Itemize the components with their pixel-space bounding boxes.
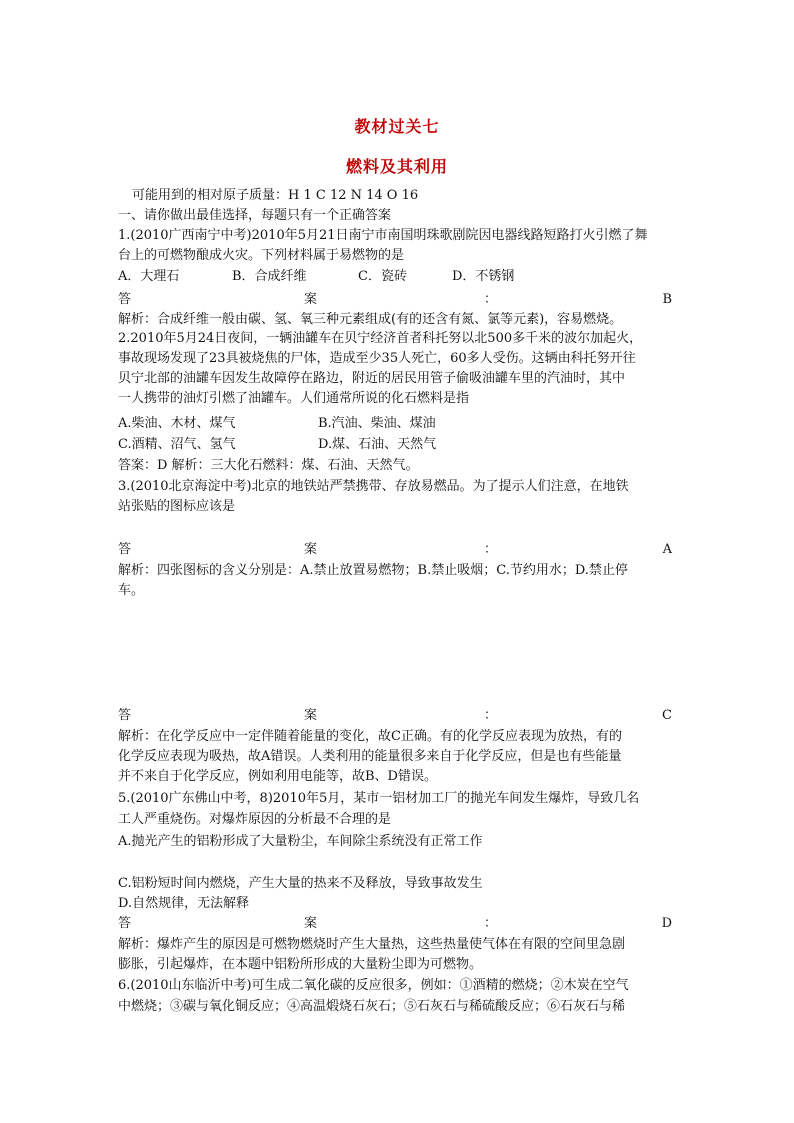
q3-stem-line1: 3.(2010北京海淀中考)北京的地铁站严禁携带、存放易燃品。为了提示人们注意，在地铁 (118, 479, 629, 494)
q1-analysis: 解析：合成纤维一般由碳、氢、氧三种元素组成(有的还含有氮、氯等元素)，容易燃烧。 (118, 312, 623, 327)
q1-option-c: C．瓷砖 (358, 269, 407, 284)
q4-answer-value: C (662, 708, 672, 723)
q5-option-d: D.自然规律，无法解释 (118, 896, 250, 911)
answer-label-colon: ： (484, 916, 498, 931)
q4-analysis-line1: 解析：在化学反应中一定伴随着能量的变化，故C正确。有的化学反应表现为放热，有的 (118, 729, 622, 744)
q6-stem-line2: 中燃烧；③碳与氧化铜反应；④高温煅烧石灰石；⑤石灰石与稀硫酸反应；⑥石灰石与稀 (118, 999, 626, 1014)
q2-option-c: C.酒精、沼气、氢气 (118, 437, 236, 452)
atomic-masses-note: 可能用到的相对原子质量：H 1 C 12 N 14 O 16 (132, 188, 419, 203)
q5-option-a: A.抛光产生的铝粉形成了大量粉尘，车间除尘系统没有正常工作 (118, 834, 483, 849)
answer-label-da: 答 (118, 292, 132, 307)
answer-label-an: 案 (304, 292, 318, 307)
q2-stem-line2: 事故现场发现了23具被烧焦的尸体，造成至少35人死亡，60多人受伤。这辆由科托努开往 (118, 351, 636, 366)
q2-stem-line3: 贝宁北部的油罐车因发生故障停在路边，附近的居民用管子偷吸油罐车里的汽油时，其中 (118, 371, 626, 386)
q5-option-c: C.铝粉短时间内燃烧，产生大量的热来不及释放，导致事故发生 (118, 876, 483, 891)
q1-option-b: B．合成纤维 (232, 269, 307, 284)
answer-label-da: 答 (118, 708, 132, 723)
q3-analysis-line2: 车。 (118, 583, 145, 598)
q2-option-b: B.汽油、柴油、煤油 (318, 416, 436, 431)
q2-answer-analysis: 答案：D 解析：三大化石燃料：煤、石油、天然气。 (118, 458, 419, 473)
answer-label-da: 答 (118, 916, 132, 931)
answer-label-an: 案 (304, 542, 318, 557)
page-title: 教材过关七 (354, 117, 440, 136)
q4-analysis-line3: 并不来自于化学反应，例如利用电能等，故B、D错误。 (118, 769, 437, 784)
q1-option-a: A．大理石 (118, 269, 180, 284)
q5-answer-value: D (661, 916, 672, 931)
q5-analysis-line2: 膨胀，引起爆炸，在本题中铝粉所形成的大量粉尘即为可燃物。 (118, 957, 483, 972)
q1-stem-line2: 台上的可燃物酿成火灾。下列材料属于易燃物的是 (118, 248, 405, 263)
q5-stem-line1: 5.(2010广东佛山中考，8)2010年5月，某市一铝材加工厂的抛光车间发生爆炸，导致几名 (118, 791, 640, 806)
answer-label-colon: ： (484, 542, 498, 557)
q3-analysis-line1: 解析：四张图标的含义分别是：A.禁止放置易燃物；B.禁止吸烟；C.节约用水；D.禁止停 (118, 563, 628, 578)
answer-label-colon: ： (484, 292, 498, 307)
q1-stem-line1: 1.(2010广西南宁中考)2010年5月21日南宁市南国明珠歌剧院因电器线路短路打火引燃了舞 (118, 228, 648, 243)
q2-stem-line4: 一人携带的油灯引燃了油罐车。人们通常所说的化石燃料是指 (118, 391, 470, 406)
page-subtitle: 燃料及其利用 (345, 157, 448, 176)
answer-label-an: 案 (304, 916, 318, 931)
q5-analysis-line1: 解析：爆炸产生的原因是可燃物燃烧时产生大量热，这些热量使气体在有限的空间里急剧 (118, 937, 626, 952)
answer-label-da: 答 (118, 542, 132, 557)
q2-option-d: D.煤、石油、天然气 (318, 437, 437, 452)
q1-option-d: D．不锈钢 (452, 269, 515, 284)
q2-stem-line1: 2.2010年5月24日夜间，一辆油罐车在贝宁经济首者科托努以北500多千米的波尔加起火， (118, 331, 643, 346)
q1-answer-value: B (662, 292, 672, 307)
answer-label-an: 案 (304, 708, 318, 723)
q4-analysis-line2: 化学反应表现为吸热，故A错误。人类利用的能量很多来自于化学反应，但是也有些能量 (118, 749, 622, 764)
answer-label-colon: ： (484, 708, 498, 723)
q2-option-a: A.柴油、木材、煤气 (118, 416, 236, 431)
q6-stem-line1: 6.(2010山东临沂中考)可生成二氧化碳的反应很多，例如：①酒精的燃烧；②木炭在空气 (118, 978, 629, 993)
section-heading: 一、请你做出最佳选择，每题只有一个正确答案 (118, 208, 392, 223)
q3-stem-line2: 站张贴的图标应该是 (118, 499, 236, 514)
q5-stem-line2: 工人严重烧伤。对爆炸原因的分析最不合理的是 (118, 812, 392, 827)
q3-answer-value: A (662, 542, 672, 557)
